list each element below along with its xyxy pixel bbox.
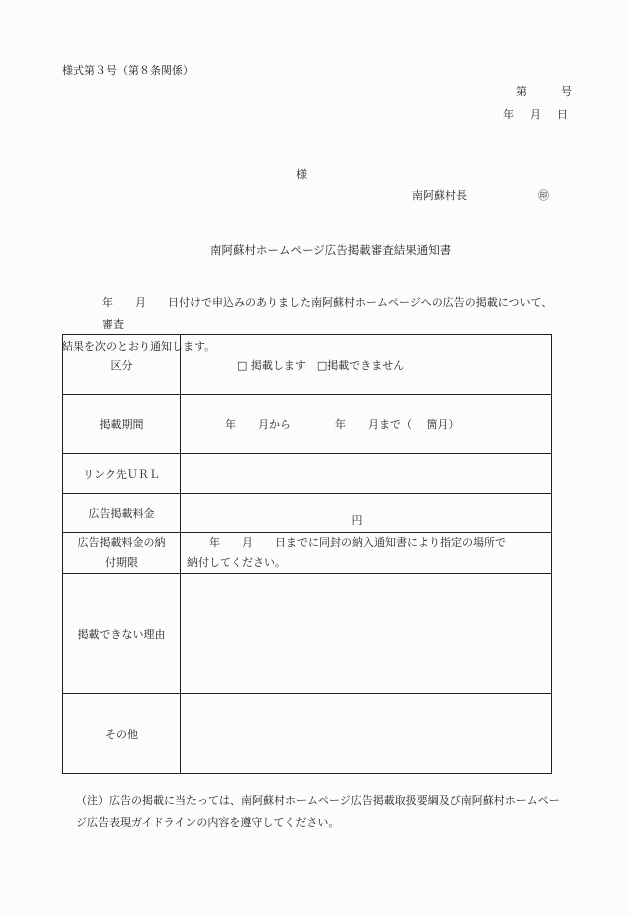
period-label: 掲載期間 (63, 395, 181, 454)
payment-deadline-line-2: 納付してください。 (187, 556, 286, 569)
category-options-text[interactable]: □ 掲載します □掲載できません (237, 358, 405, 372)
table-row-fee (63, 494, 552, 533)
fee-label: 広告掲載料金 (63, 494, 181, 533)
rejection-reason-field[interactable] (181, 574, 552, 694)
payment-deadline-line-1: 年 月 日までに同封の納入通知書により指定の場所で (187, 536, 506, 549)
intro-line-2: 結果を次のとおり通知します。 (62, 340, 216, 353)
table-row-rejection-reason (63, 574, 552, 694)
date-month: 月 (530, 108, 541, 121)
yen-unit: 円 (351, 514, 363, 527)
period-text: 年 月から 年 月まで（ 箇月） (225, 418, 460, 431)
table-row-period (63, 395, 552, 454)
document-title: 南阿蘇村ホームページ広告掲載審査結果通知書 (210, 243, 452, 257)
category-label: 区分 (63, 335, 181, 395)
rejection-reason-label: 掲載できない理由 (63, 574, 181, 694)
url-label: リンク先ＵＲＬ (63, 454, 181, 494)
table-row-category (63, 335, 552, 395)
payment-deadline-label (63, 533, 181, 574)
addressee: 様 (296, 168, 307, 181)
table-row-payment-deadline (63, 533, 552, 574)
sender: 南阿蘇村長 (412, 189, 467, 202)
document-number (516, 86, 572, 97)
date-day: 日 (557, 108, 568, 121)
payment-deadline-label-line-1: 広告掲載料金の納 (77, 536, 166, 549)
seal-icon: ㊞ (538, 189, 549, 202)
table-row-other (63, 694, 552, 774)
url-field[interactable] (181, 454, 552, 494)
form-id: 様式第３号（第８条関係） (62, 64, 194, 77)
date-year: 年 (503, 108, 514, 121)
number-suffix: 号 (561, 85, 572, 98)
number-prefix: 第 (516, 85, 527, 98)
document-date (503, 109, 568, 120)
note-line-1: （注）広告の掲載に当たっては、南阿蘇村ホームページ広告掲載取扱要綱及び南阿蘇村ホームペー (76, 794, 560, 807)
intro-line-1: 年 月 日付けで申込みのありました南阿蘇村ホームページへの広告の掲載について、審査 (102, 296, 553, 331)
payment-deadline-label-line-2: 付期限 (105, 556, 138, 569)
payment-deadline-field[interactable] (181, 533, 552, 574)
note-line-2: ジ広告表現ガイドラインの内容を遵守してください。 (76, 816, 340, 829)
note-paragraph (62, 790, 582, 834)
period-field[interactable] (181, 395, 552, 454)
table-row-url (63, 454, 552, 494)
other-label: その他 (63, 694, 181, 774)
category-options[interactable] (181, 335, 552, 395)
result-table (62, 334, 552, 774)
fee-field[interactable] (181, 494, 552, 533)
other-field[interactable] (181, 694, 552, 774)
